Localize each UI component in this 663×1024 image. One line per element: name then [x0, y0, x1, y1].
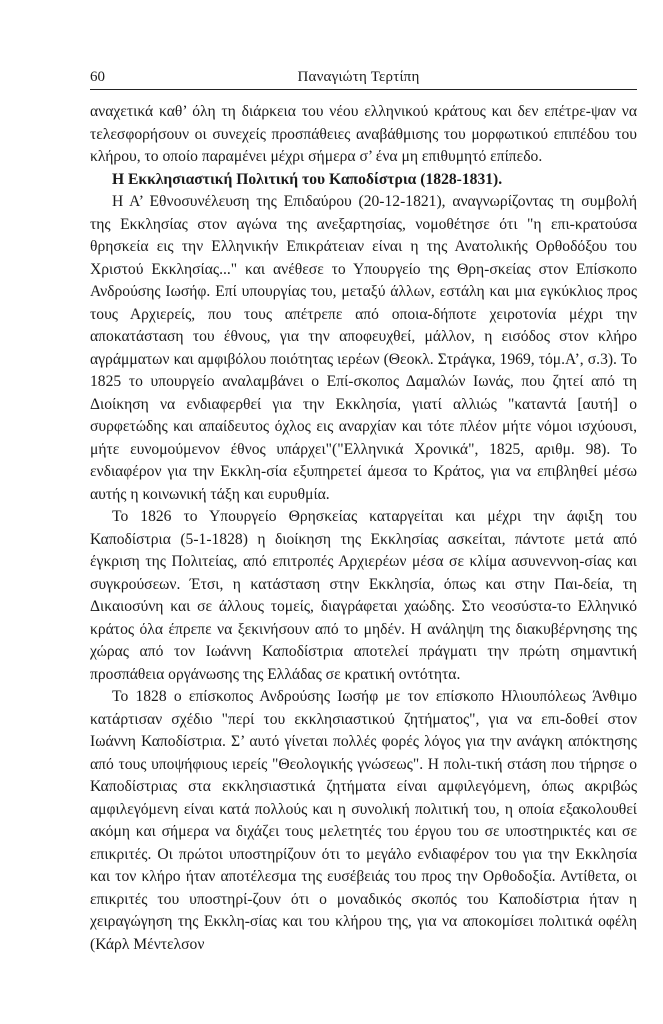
page-number: 60	[90, 69, 105, 85]
paragraph: Η Α’ Εθνοσυνέλευση της Επιδαύρου (20-12-1821), αναγνωρίζοντας τη συμβολή της Εκκλησίας στον αγώνα της ανεξαρτησίας, νομοθέτησε ότι "η επι-κρατούσα θρησκεία εις την Ελληνικήν Επικράτειαν είναι η της Ανατολικής Ορθοδόξου του Χριστού Εκκλησίας..." και ανέθεσε το Υπουργείο της Θρη-σκείας στον Επίσκοπο Ανδρούσης Ιωσήφ. Επί υπουργίας του, μεταξύ άλλων, εστάλη και μια εγκύκλιος προς τους Αρχιερείς, που τους απέτρεπε από οποια-δήποτε χειροτονία μέχρι την αποκατάσταση του έθνους, για την αποφευχθεί, μάλλον, η εισόδος στον κλήρο αγράμματων και αμφιβόλου ποιότητας ιερέων (Θεοκλ. Στράγκα, 1969, τόμ.Α’, σ.3). Το 1825 το υπουργείο αναλαμβάνει ο Επί-σκοπος Δαμαλών Ιωνάς, που ζητεί από τη Διοίκηση να ενδιαφερθεί για την Εκκλησία, γιατί αλλιώς "καταντά [αυτή] ο συρφετώδης και απαίδευτος όχλος εις αναρχίαν και τότε πλέον μήτε νόμοι ισχύουσι, μήτε ευνομούμενον έθνος υπάρχει"("Ελληνικά Χρονικά", 1825, αριθμ. 98). Το ενδιαφέρον για την Εκκλη-σία εξυπηρετεί άμεσα το Κράτος, για να επιβληθεί μέσω αυτής η κοινωνική τάξη και ευρυθμία.	[90, 193, 637, 503]
paragraph: Το 1826 το Υπουργείο Θρησκείας καταργείται και μέχρι την άφιξη του Καποδίστρια (5-1-1828) η διοίκηση της Εκκλησίας ασκείται, πάντοτε μετά από έγκριση της Πολιτείας, από επιτροπές Αρχιερέων μέσα σε κλίμα ασυνεννοη-σίας και συγκρούσεων. Έτσι, η κατάσταση στην Εκκλησία, όπως και στην Παι-δεία, τη Δικαιοσύνη και σε άλλους τομείς, διαγράφεται χαώδης. Στο νεοσύστα-το Ελληνικό κράτος όλα έπρεπε να ξεκινήσουν από το μηδέν. Η ανάληψη της διακυβέρνησης της χώρας από τον Ιωάννη Καποδίστρια αποτελεί πράγματι την πρώτη σημαντική προσπάθεια οργάνωσης της Ελλάδας σε κρατική οντότητα.	[90, 508, 637, 683]
paragraph-continuation: αναχετικά καθ’ όλη τη διάρκεια του νέου ελληνικού κράτους και δεν επέτρε-ψαν να τελεσφορήσουν οι συνεχείς προσπάθειες αναβάθμισης του μορφωτικού επιπέδου του κλήρου, το οποίο παραμένει μέχρι σήμερα σ’ ένα μη επιθυμητό επίπεδο.	[90, 103, 637, 165]
page-body	[90, 101, 637, 956]
section-heading: Η Εκκλησιαστική Πολιτική του Καποδίστρια (1828-1831).	[112, 170, 503, 188]
book-page	[90, 64, 637, 956]
running-header	[90, 64, 637, 90]
running-title: Παναγιώτη Τερτίπη	[297, 69, 420, 85]
paragraph: Το 1828 ο επίσκοπος Ανδρούσης Ιωσήφ με τον επίσκοπο Ηλιουπόλεως Άνθιμο κατάρτισαν σχέδιο "περί του εκκλησιαστικού ζητήματος", για να επι-δοθεί στον Ιωάννη Καποδίστρια. Σ’ αυτό γίνεται πολλές φορές λόγος για την ανάγκη απόκτησης από τους υποψήφιους ιερείς "Θεολογικής γνώσεως". Η πολι-τική στάση που τήρησε ο Καποδίστριας στα εκκλησιαστικά ζητήματα είναι αμφιλεγόμενη, όπως ακριβώς αμφιλεγόμενη είναι κατά πολλούς και η συνολική πολιτική του, η οποία εξακολουθεί ακόμη και σήμερα να διχάζει τους μελετητές του έργου του σε υποστηρικτές και σε επικριτές. Οι πρώτοι υποστηρίζουν ότι το μεγάλο ενδιαφέρον του για την Εκκλησία και τον κλήρο ήταν αποτέλεσμα της ευσέβειάς του προς την Ορθοδοξία. Αντίθετα, οι επικριτές του υποστηρί-ζουν ότι ο μοναδικός σκοπός του Καποδίστρια ήταν η χειραγώγηση της Εκκλη-σίας και του κλήρου της, για να αποκομίσει πολιτικά οφέλη (Κάρλ Μέντελσον	[90, 688, 637, 953]
